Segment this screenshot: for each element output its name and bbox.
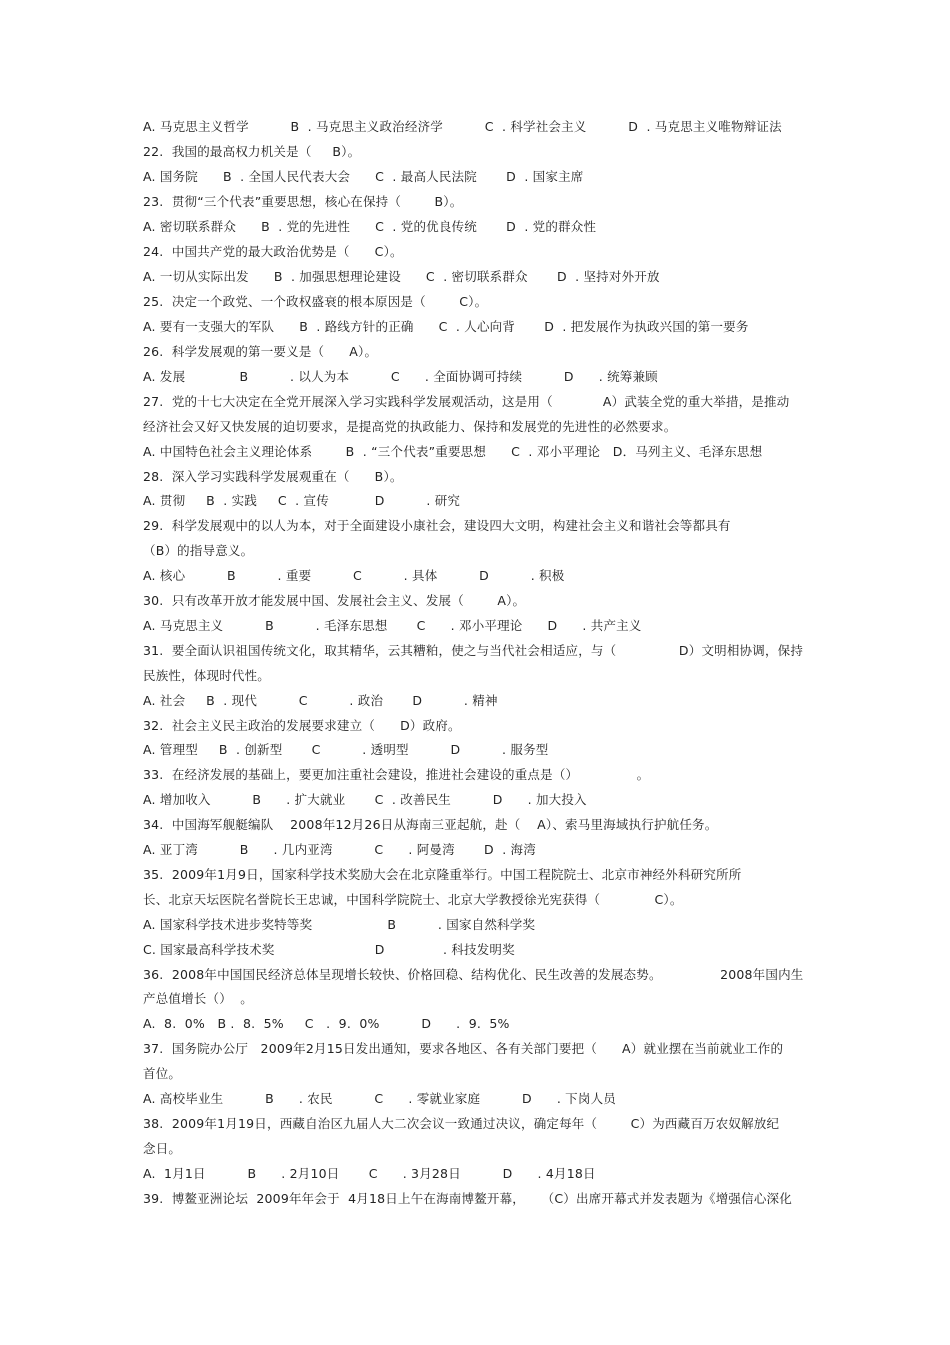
answer-options-33: A. 增加收入 B . 扩大就业 C . 改善民生 D . 加大投入: [143, 792, 587, 807]
question-31: 31. 要全面认识祖国传统文化，取其精华，云其糟粕，使之与当代社会相适应，与（ D）文明相协调，保持: [143, 643, 804, 658]
question-27-continued: 经济社会又好又快发展的迫切要求，是提高党的执政能力、保持和发展党的先进性的必然要求。: [143, 419, 677, 434]
answer-options-37: A. 高校毕业生 B . 农民 C . 零就业家庭 D . 下岗人员: [143, 1091, 616, 1106]
answer-options-35-cd: C. 国家最高科学技术奖 D . 科技发明奖: [143, 942, 515, 957]
question-27: 27. 党的十七大决定在全党开展深入学习实践科学发展观活动，这是用（ A）武装全党的重大举措，是推动: [143, 394, 790, 409]
question-28: 28. 深入学习实践科学发展观重在（ B）。: [143, 469, 403, 484]
question-29: 29. 科学发展观中的以人为本，对于全面建设小康社会，建设四大文明，构建社会主义和谐社会等都具有: [143, 518, 731, 533]
question-35: 35. 2009年1月9日，国家科学技术奖励大会在北京隆重举行。中国工程院院士、北京市神经外科研究所所: [143, 867, 742, 882]
answer-options-23: A. 密切联系群众 B . 党的先进性 C . 党的优良传统 D . 党的群众性: [143, 219, 597, 234]
question-36: 36. 2008年中国国民经济总体呈现增长较快、价格回稳、结构优化、民生改善的发展态势。 2008年国内生: [143, 967, 804, 982]
question-36-continued: 产总值增长（） 。: [143, 991, 253, 1006]
question-34: 34. 中国海军舰艇编队 2008年12月26日从海南三亚起航，赴（ A）、索马里海域执行护航任务。: [143, 817, 718, 832]
question-33: 33. 在经济发展的基础上，要更加注重社会建设，推进社会建设的重点是（） 。: [143, 767, 650, 782]
question-37: 37. 国务院办公厅 2009年2月15日发出通知，要求各地区、各有关部门要把（ A）就业摆在当前就业工作的: [143, 1041, 784, 1056]
answer-options-21: A. 马克思主义哲学 B . 马克思主义政治经济学 C . 科学社会主义 D . 马克思主义唯物辩证法: [143, 119, 782, 134]
answer-options-29: A. 核心 B . 重要 C . 具体 D . 积极: [143, 568, 565, 583]
answer-options-26: A. 发展 B . 以人为本 C . 全面协调可持续 D . 统筹兼顾: [143, 369, 658, 384]
answer-options-25: A. 要有一支强大的军队 B . 路线方针的正确 C . 人心向背 D . 把发展作为执政兴国的第一要务: [143, 319, 749, 334]
question-37-continued: 首位。: [143, 1066, 182, 1081]
question-31-continued: 民族性，体现时代性。: [143, 668, 271, 683]
answer-options-30: A. 马克思主义 B . 毛泽东思想 C . 邓小平理论 D . 共产主义: [143, 618, 642, 633]
question-30: 30. 只有改革开放才能发展中国、发展社会主义、发展（ A）。: [143, 593, 526, 608]
question-35-continued: 长、北京天坛医院名誉院长王忠诚，中国科学院院士、北京大学教授徐光宪获得（ C）。: [143, 892, 683, 907]
answer-options-31: A. 社会 B . 现代 C . 政治 D . 精神: [143, 693, 498, 708]
question-32: 32. 社会主义民主政治的发展要求建立（ D）政府。: [143, 718, 461, 733]
answer-options-34: A. 亚丁湾 B . 几内亚湾 C . 阿曼湾 D . 海湾: [143, 842, 536, 857]
question-24: 24. 中国共产党的最大政治优势是（ C）。: [143, 244, 403, 259]
question-39: 39. 博鳌亚洲论坛 2009年年会于 4月18日上午在海南博鳌开幕， （C）出席开幕式并发表题为《增强信心深化: [143, 1191, 792, 1206]
question-38-continued: 念日。: [143, 1141, 182, 1156]
answer-options-38: A. 1月1日 B . 2月10日 C . 3月28日 D . 4月18日: [143, 1166, 596, 1181]
question-38: 38. 2009年1月19日，西藏自治区九届人大二次会议一致通过决议，确定每年（ C）为西藏百万农奴解放纪: [143, 1116, 780, 1131]
answer-options-24: A. 一切从实际出发 B . 加强思想理论建设 C . 密切联系群众 D . 坚持对外开放: [143, 269, 660, 284]
question-26: 26. 科学发展观的第一要义是（ A）。: [143, 344, 378, 359]
answer-options-36: A. 8. 0% B . 8. 5% C . 9. 0% D . 9. 5%: [143, 1016, 510, 1031]
answer-options-28: A. 贯彻 B . 实践 C . 宣传 D . 研究: [143, 493, 461, 508]
answer-options-22: A. 国务院 B . 全国人民代表大会 C . 最高人民法院 D . 国家主席: [143, 169, 584, 184]
answer-options-35-ab: A. 国家科学技术进步奖特等奖 B . 国家自然科学奖: [143, 917, 536, 932]
question-29-continued: （B）的指导意义。: [143, 543, 254, 558]
question-22: 22. 我国的最高权力机关是（ B）。: [143, 144, 361, 159]
answer-options-27: A. 中国特色社会主义理论体系 B . “三个代表”重要思想 C . 邓小平理论 D．马列主义、毛泽东思想: [143, 444, 763, 459]
question-25: 25. 决定一个政党、一个政权盛衰的根本原因是（ C）。: [143, 294, 488, 309]
answer-options-32: A. 管理型 B . 创新型 C . 透明型 D . 服务型: [143, 742, 549, 757]
question-23: 23. 贯彻“三个代表”重要思想，核心在保持（ B）。: [143, 194, 463, 209]
